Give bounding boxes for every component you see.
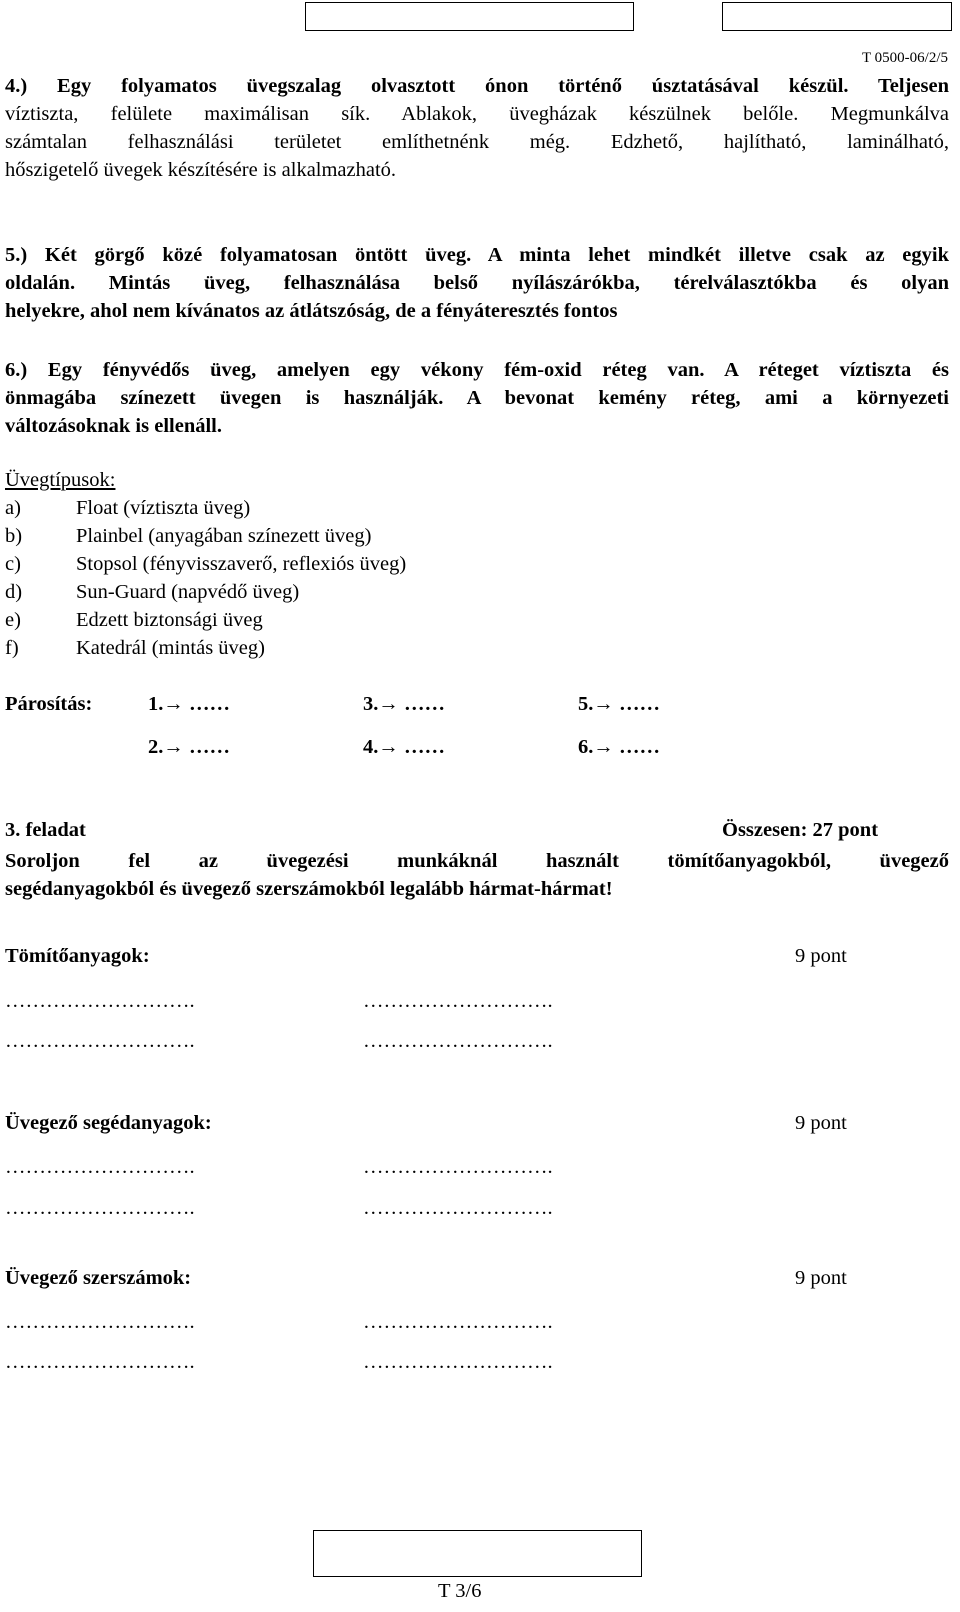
type-text: Sun-Guard (napvédő üveg) xyxy=(76,581,300,603)
page-number: T 3/6 xyxy=(438,1580,482,1602)
pair-slot-6[interactable]: 6.→ …… xyxy=(578,736,660,758)
answer-blank[interactable]: ………………………. xyxy=(363,990,553,1012)
item-4-paragraph xyxy=(5,72,949,184)
item-6-line: önmagába színezett üvegen is használják. A bevonat kemény réteg, ami a környezeti xyxy=(5,387,949,409)
type-letter: b) xyxy=(5,525,23,547)
section-points-tools: 9 pont xyxy=(795,1267,847,1289)
answer-blank[interactable]: ………………………. xyxy=(5,1311,195,1333)
type-letter: d) xyxy=(5,581,23,603)
section-points-sealants: 9 pont xyxy=(795,945,847,967)
score-box-left xyxy=(305,2,634,31)
item-6-paragraph xyxy=(5,356,949,440)
answer-blank[interactable]: ………………………. xyxy=(363,1351,553,1373)
task-3-instruction xyxy=(5,847,949,903)
answer-blank[interactable]: ………………………. xyxy=(363,1030,553,1052)
type-text: Plainbel (anyagában színezett üveg) xyxy=(76,525,372,547)
item-4-line: számtalan felhasználási területet említhetnénk még. Edzhető, hajlítható, laminálható, xyxy=(5,131,949,153)
document-code: T 0500-06/2/5 xyxy=(862,50,948,66)
instruction-line: segédanyagokból és üvegező szerszámokból legalább hármat-hármat! xyxy=(5,878,613,900)
answer-blank[interactable]: ………………………. xyxy=(5,1030,195,1052)
type-letter: a) xyxy=(5,497,21,519)
answer-blank[interactable]: ………………………. xyxy=(363,1197,553,1219)
type-text: Katedrál (mintás üveg) xyxy=(76,637,265,659)
pair-slot-5[interactable]: 5.→ …… xyxy=(578,693,660,715)
item-5-line: oldalán. Mintás üveg, felhasználása belső nyílászárókba, térelválasztókba és olyan xyxy=(5,272,949,294)
item-4-line: hőszigetelő üvegek készítésére is alkalmazható. xyxy=(5,159,397,181)
type-text: Float (víztiszta üveg) xyxy=(76,497,251,519)
answer-blank[interactable]: ………………………. xyxy=(5,1156,195,1178)
answer-blank[interactable]: ………………………. xyxy=(5,1197,195,1219)
glass-types-title: Üvegtípusok: xyxy=(5,469,116,491)
pair-slot-4[interactable]: 4.→ …… xyxy=(363,736,445,758)
item-5-line: helyekre, ahol nem kívánatos az átlátszóság, de a fényáteresztés fontos xyxy=(5,300,618,322)
footer-score-box xyxy=(313,1530,642,1577)
pair-slot-1[interactable]: 1.→ …… xyxy=(148,693,230,715)
answer-blank[interactable]: ………………………. xyxy=(363,1156,553,1178)
type-letter: f) xyxy=(5,637,19,659)
answer-blank[interactable]: ………………………. xyxy=(363,1311,553,1333)
type-text: Edzett biztonsági üveg xyxy=(76,609,263,631)
section-points-auxiliary: 9 pont xyxy=(795,1112,847,1134)
type-letter: e) xyxy=(5,609,21,631)
type-letter: c) xyxy=(5,553,21,575)
task-3-total-points: Összesen: 27 pont xyxy=(722,819,879,841)
section-label-tools: Üvegező szerszámok: xyxy=(5,1267,192,1289)
instruction-line: Soroljon fel az üvegezési munkáknál használt tömítőanyagokból, üvegező xyxy=(5,850,949,872)
task-3-title: 3. feladat xyxy=(5,819,86,841)
score-box-right xyxy=(722,2,952,31)
item-6-line: 6.) Egy fényvédős üveg, amelyen egy vékony fém-oxid réteg van. A réteget víztiszta és xyxy=(5,359,949,381)
pair-slot-2[interactable]: 2.→ …… xyxy=(148,736,230,758)
section-label-auxiliary: Üvegező segédanyagok: xyxy=(5,1112,212,1134)
item-5-paragraph xyxy=(5,241,949,325)
item-4-line: 4.) Egy folyamatos üvegszalag olvasztott ónon történő úsztatásával készül. Teljesen xyxy=(5,75,949,97)
pair-slot-3[interactable]: 3.→ …… xyxy=(363,693,445,715)
type-text: Stopsol (fényvisszaverő, reflexiós üveg) xyxy=(76,553,407,575)
answer-blank[interactable]: ………………………. xyxy=(5,990,195,1012)
item-5-line: 5.) Két görgő közé folyamatosan öntött üveg. A minta lehet mindkét illetve csak az egyik xyxy=(5,244,949,266)
pairing-label: Párosítás: xyxy=(5,693,93,715)
answer-blank[interactable]: ………………………. xyxy=(5,1351,195,1373)
item-6-line: változásoknak is ellenáll. xyxy=(5,415,222,437)
section-label-sealants: Tömítőanyagok: xyxy=(5,945,150,967)
item-4-line: víztiszta, felülete maximálisan sík. Ablakok, üvegházak készülnek belőle. Megmunkálva xyxy=(5,103,949,125)
